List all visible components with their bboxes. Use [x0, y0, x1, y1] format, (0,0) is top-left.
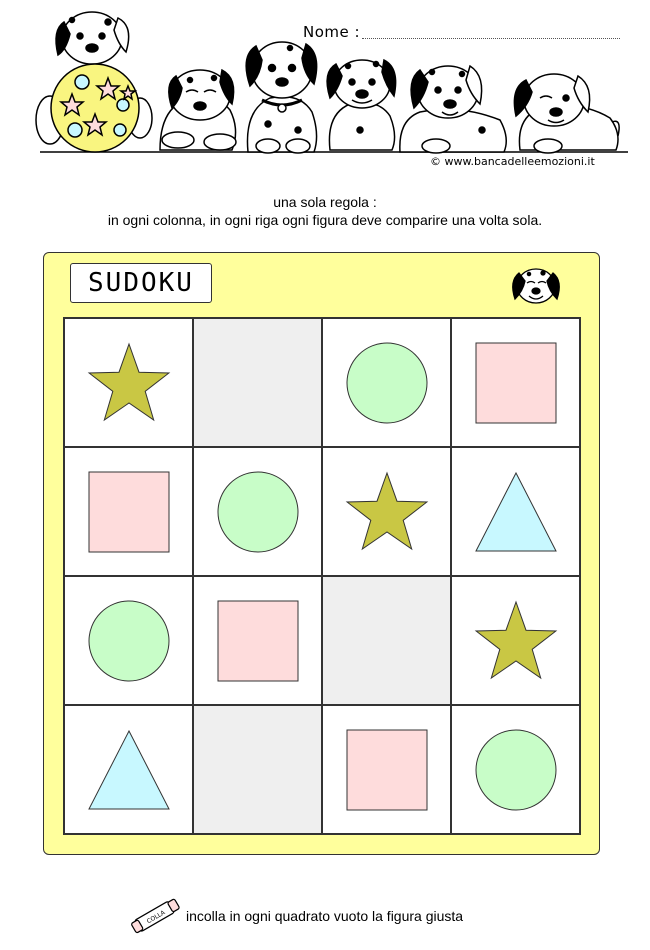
- grid-cell-circle: [64, 576, 193, 705]
- puppy-grin-icon: [327, 60, 396, 150]
- grid-cell-circle: [451, 705, 580, 834]
- triangle-icon: [471, 467, 561, 557]
- rule-text: in ogni colonna, in ogni riga ogni figura deve comparire una volta sola.: [107, 212, 543, 228]
- name-label: Nome :: [303, 23, 361, 41]
- sudoku-title: SUDOKU: [70, 263, 212, 303]
- triangle-icon: [84, 725, 174, 815]
- square-icon: [213, 596, 303, 686]
- grid-cell-square: [451, 318, 580, 447]
- puppy-ball-icon: [36, 12, 152, 152]
- grid-cell-square: [64, 447, 193, 576]
- grid-cell-triangle: [451, 447, 580, 576]
- name-line[interactable]: [362, 38, 620, 39]
- square-icon: [84, 467, 174, 557]
- star-icon: [342, 467, 432, 557]
- website-credit: © www.bancadelleemozioni.it: [430, 155, 595, 168]
- puppy-lying-icon: [400, 66, 506, 153]
- square-icon: [342, 725, 432, 815]
- empty-cell[interactable]: [322, 576, 451, 705]
- grid-cell-triangle: [64, 705, 193, 834]
- circle-icon: [471, 725, 561, 815]
- circle-icon: [213, 467, 303, 557]
- grid-cell-circle: [193, 447, 322, 576]
- footer-instruction: incolla in ogni quadrato vuoto la figura giusta: [186, 908, 464, 924]
- grid-cell-star: [451, 576, 580, 705]
- sudoku-grid: [63, 317, 581, 835]
- empty-cell[interactable]: [193, 318, 322, 447]
- circle-icon: [84, 596, 174, 686]
- grid-cell-square: [193, 576, 322, 705]
- puppy-sleepy-icon: [160, 70, 236, 150]
- star-icon: [471, 596, 561, 686]
- puppy-laughing-icon: [507, 261, 565, 307]
- grid-cell-square: [322, 705, 451, 834]
- grid-cell-star: [64, 318, 193, 447]
- square-icon: [471, 338, 561, 428]
- puppy-wink-icon: [514, 74, 619, 153]
- puppy-collar-icon: [246, 42, 317, 153]
- header: [0, 0, 650, 185]
- glue-stick-icon: [128, 893, 184, 937]
- empty-cell[interactable]: [193, 705, 322, 834]
- rule-heading: una sola regola :: [273, 194, 377, 210]
- circle-icon: [342, 338, 432, 428]
- star-icon: [84, 338, 174, 428]
- grid-cell-star: [322, 447, 451, 576]
- glue-label: COLLA: [145, 909, 167, 926]
- grid-cell-circle: [322, 318, 451, 447]
